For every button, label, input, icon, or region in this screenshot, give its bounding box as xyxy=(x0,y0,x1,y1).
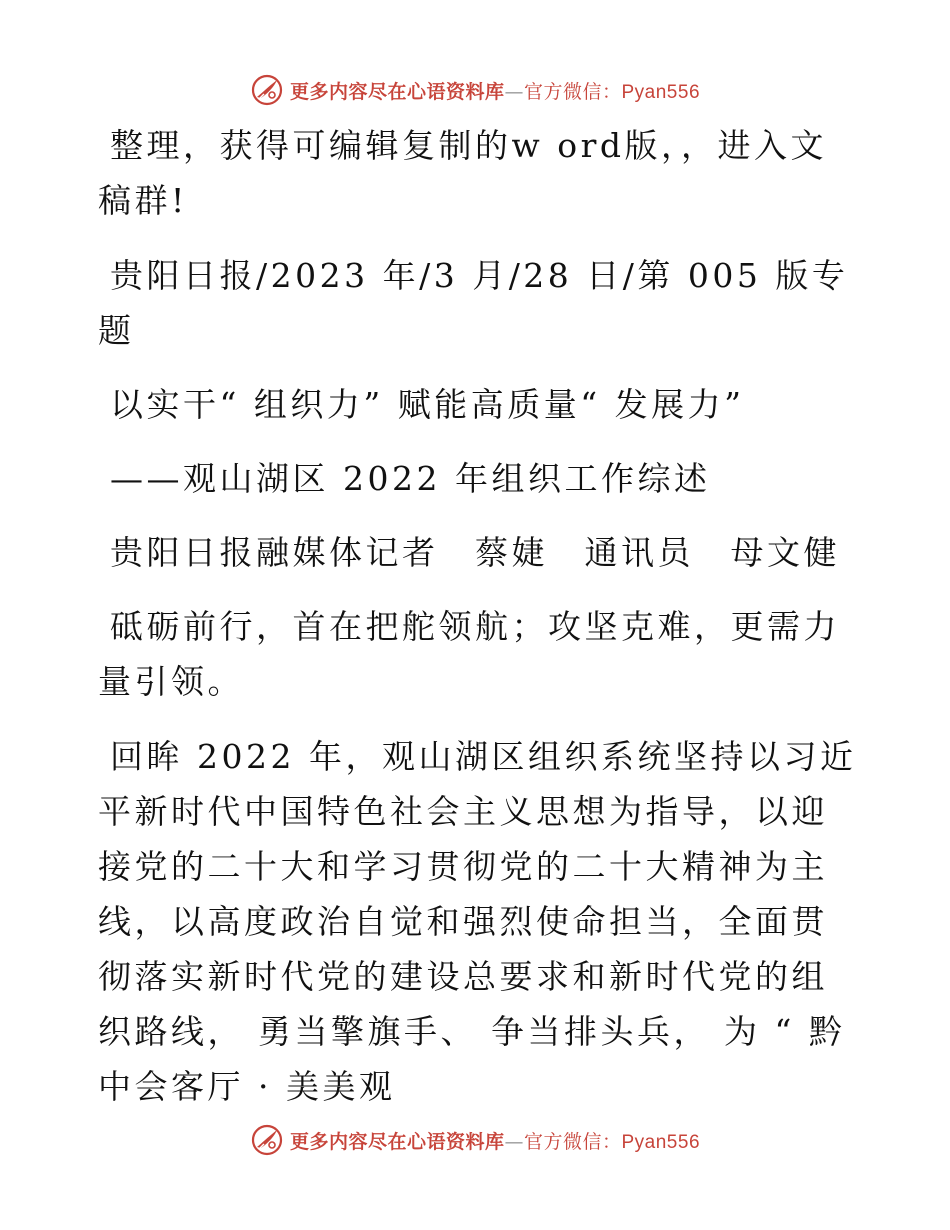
article-subtitle: ——观山湖区 2022 年组织工作综述 xyxy=(110,459,711,498)
watermark-main-text: 更多内容尽在心语资料库 xyxy=(289,80,505,103)
writing-quill-logo-icon xyxy=(250,73,284,107)
watermark-wechat-id: Pyan556 xyxy=(621,1131,701,1153)
watermark-dash: — xyxy=(504,80,524,103)
watermark-wechat-label: 官方微信： xyxy=(523,80,622,103)
article-byline: 贵阳日报融媒体记者 蔡婕 通讯员 母文健 xyxy=(110,533,840,572)
watermark-wechat-id: Pyan556 xyxy=(621,81,701,103)
watermark-wechat-label: 官方微信： xyxy=(523,1130,622,1153)
watermark-text xyxy=(290,1127,700,1154)
header-watermark-banner xyxy=(0,70,950,110)
writing-quill-logo-icon xyxy=(250,1123,284,1157)
article-title: 以实干“ 组织力” 赋能高质量“ 发展力” xyxy=(110,385,745,424)
paragraph-source-line: 贵阳日报/2023 年/3 月/28 日/第 005 版专题 xyxy=(98,256,849,350)
document-body xyxy=(98,118,858,1134)
footer-watermark-banner xyxy=(0,1120,950,1160)
watermark-dash: — xyxy=(504,1130,524,1153)
paragraph-intro-note: 整理，获得可编辑复制的w ord版，，进入文稿群! xyxy=(98,126,828,220)
paragraph-body: 回眸 2022 年，观山湖区组织系统坚持以习近平新时代中国特色社会主义思想为指导，以迎接党的二十大和学习贯彻党的二十大精神为主线，以高度政治自觉和强烈使命担当，全面贯彻落实新时代党的建设总要求和新时代党的组织路线， 勇当擎旗手、 争当排头兵， 为 “ 黔中会客厅 · 美美观 xyxy=(98,737,857,1106)
paragraph-lead: 砥砺前行，首在把舵领航；攻坚克难，更需力量引领。 xyxy=(98,607,840,701)
watermark-text xyxy=(290,77,700,104)
watermark-main-text: 更多内容尽在心语资料库 xyxy=(289,1130,505,1153)
